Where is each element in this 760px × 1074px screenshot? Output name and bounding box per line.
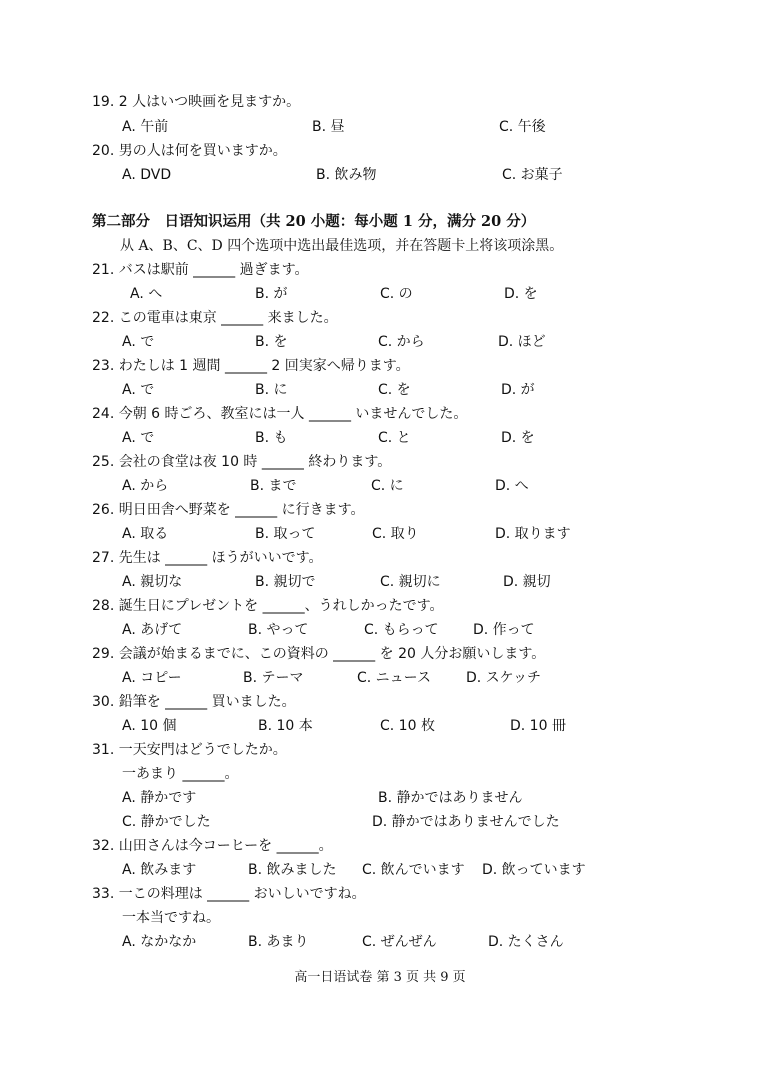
option-c: C. 10 枚 — [380, 718, 435, 734]
question-stem: 30. 鉛筆を ______ 買いました。 — [92, 694, 296, 710]
option-d: D. 10 冊 — [510, 718, 566, 734]
question-stem: 21. バスは駅前 ______ 過ぎます。 — [92, 262, 309, 278]
question-28-options — [0, 620, 760, 644]
question-stem: 19. 2 人はいつ映画を見ますか。 — [92, 94, 301, 110]
option-b: B. 静かではありません — [378, 790, 523, 806]
question-31 — [0, 740, 760, 764]
option-a: A. で — [122, 334, 155, 350]
option-b: B. が — [255, 286, 288, 302]
question-stem: 27. 先生は ______ ほうがいいです。 — [92, 550, 323, 566]
option-a: A. あげて — [122, 622, 183, 638]
question-stem: 25. 会社の食堂は夜 10 時 ______ 終わります。 — [92, 454, 392, 470]
section-instruction-row — [0, 236, 760, 260]
option-c: C. を — [378, 382, 411, 398]
question-stem: 22. この電車は東京 ______ 来ました。 — [92, 310, 338, 326]
option-c: C. ニュース — [357, 670, 431, 686]
option-d: D. 静かではありませんでした — [372, 814, 560, 830]
question-24 — [0, 404, 760, 428]
option-c: C. 午後 — [499, 119, 546, 135]
option-b: B. を — [255, 334, 288, 350]
page-footer: 高一日语试卷 第 3 页 共 9 页 — [294, 970, 466, 985]
option-b: B. 昼 — [312, 119, 345, 135]
question-30 — [0, 692, 760, 716]
option-d: D. へ — [495, 478, 529, 494]
option-d: D. 飲っています — [482, 862, 586, 878]
option-a: A. 静かです — [122, 790, 197, 806]
option-c: C. に — [371, 478, 404, 494]
question-19-options — [0, 117, 760, 141]
question-32 — [0, 836, 760, 860]
question-29-options — [0, 668, 760, 692]
option-c: C. ぜんぜん — [362, 934, 437, 950]
question-31-reply — [0, 764, 760, 788]
question-26-options — [0, 524, 760, 548]
question-22 — [0, 308, 760, 332]
option-a: A. 10 個 — [122, 718, 177, 734]
option-d: D. を — [504, 286, 538, 302]
option-d: D. が — [501, 382, 535, 398]
option-b: B. 取って — [255, 526, 316, 542]
option-c: C. 静かでした — [122, 814, 211, 830]
question-stem: 26. 明日田舎へ野菜を ______ に行きます。 — [92, 502, 365, 518]
question-stem: 32. 山田さんは今コーヒーを ______。 — [92, 838, 333, 854]
question-31-options-row1 — [0, 788, 760, 812]
question-23-options — [0, 380, 760, 404]
option-b: B. やって — [248, 622, 309, 638]
question-stem: 28. 誕生日にプレゼントを ______、うれしかったです。 — [92, 598, 444, 614]
option-d: D. を — [501, 430, 535, 446]
question-21-options — [0, 284, 760, 308]
question-23 — [0, 356, 760, 380]
question-22-options — [0, 332, 760, 356]
option-a: A. 飲みます — [122, 862, 197, 878]
option-b: B. テーマ — [243, 670, 304, 686]
option-d: D. 親切 — [503, 574, 551, 590]
option-c: C. 親切に — [380, 574, 441, 590]
option-d: D. 作って — [473, 622, 535, 638]
question-30-options — [0, 716, 760, 740]
section-title: 第二部分 日语知识运用（共 20 小题：每小题 1 分，满分 20 分） — [92, 213, 536, 230]
question-stem: 29. 会議が始まるまでに、この資料の ______ を 20 人分お願いします。 — [92, 646, 546, 662]
question-26 — [0, 500, 760, 524]
option-c: C. お菓子 — [502, 167, 563, 183]
question-28 — [0, 596, 760, 620]
option-a: A. で — [122, 382, 155, 398]
question-25 — [0, 452, 760, 476]
question-25-options — [0, 476, 760, 500]
option-b: B. 飲み物 — [316, 167, 377, 183]
option-a: A. DVD — [122, 167, 172, 183]
question-29 — [0, 644, 760, 668]
option-d: D. ほど — [498, 334, 546, 350]
option-b: B. も — [255, 430, 288, 446]
dialogue-reply: 一あまり ______。 — [122, 766, 239, 782]
section-instruction: 从 A、B、C、D 四个选项中选出最佳选项，并在答题卡上将该项涂黑。 — [120, 238, 564, 254]
option-a: A. コピー — [122, 670, 182, 686]
question-20-options — [0, 165, 760, 189]
option-b: B. 飲みました — [248, 862, 337, 878]
question-33-options — [0, 932, 760, 956]
option-b: B. に — [255, 382, 288, 398]
option-a: A. 親切な — [122, 574, 183, 590]
option-a: A. 取る — [122, 526, 169, 542]
dialogue-reply: 一本当ですね。 — [122, 910, 220, 926]
question-33 — [0, 884, 760, 908]
option-c: C. の — [380, 286, 413, 302]
question-20 — [0, 141, 760, 165]
option-a: A. から — [122, 478, 169, 494]
question-19 — [0, 92, 760, 116]
question-27-options — [0, 572, 760, 596]
option-a: A. なかなか — [122, 934, 197, 950]
option-d: D. 取ります — [495, 526, 571, 542]
option-a: A. で — [122, 430, 155, 446]
option-a: A. へ — [130, 286, 163, 302]
question-32-options — [0, 860, 760, 884]
option-b: B. あまり — [248, 934, 309, 950]
question-21 — [0, 260, 760, 284]
option-b: B. 10 本 — [258, 718, 313, 734]
question-stem: 20. 男の人は何を買いますか。 — [92, 143, 287, 159]
option-d: D. たくさん — [488, 934, 564, 950]
option-d: D. スケッチ — [466, 670, 541, 686]
option-a: A. 午前 — [122, 119, 169, 135]
section-heading — [0, 212, 760, 236]
question-stem: 33. 一この料理は ______ おいしいですね。 — [92, 886, 366, 902]
option-b: B. 親切で — [255, 574, 316, 590]
question-stem: 23. わたしは 1 週間 ______ 2 回実家へ帰ります。 — [92, 358, 410, 374]
option-c: C. もらって — [364, 622, 439, 638]
option-c: C. 取り — [372, 526, 419, 542]
question-24-options — [0, 428, 760, 452]
option-c: C. 飲んでいます — [362, 862, 465, 878]
option-b: B. まで — [250, 478, 297, 494]
question-33-reply — [0, 908, 760, 932]
option-c: C. から — [378, 334, 425, 350]
question-stem: 24. 今朝 6 時ごろ、教室には一人 ______ いませんでした。 — [92, 406, 468, 422]
question-31-options-row2 — [0, 812, 760, 836]
question-stem: 31. 一天安門はどうでしたか。 — [92, 742, 287, 758]
question-27 — [0, 548, 760, 572]
option-c: C. と — [378, 430, 411, 446]
